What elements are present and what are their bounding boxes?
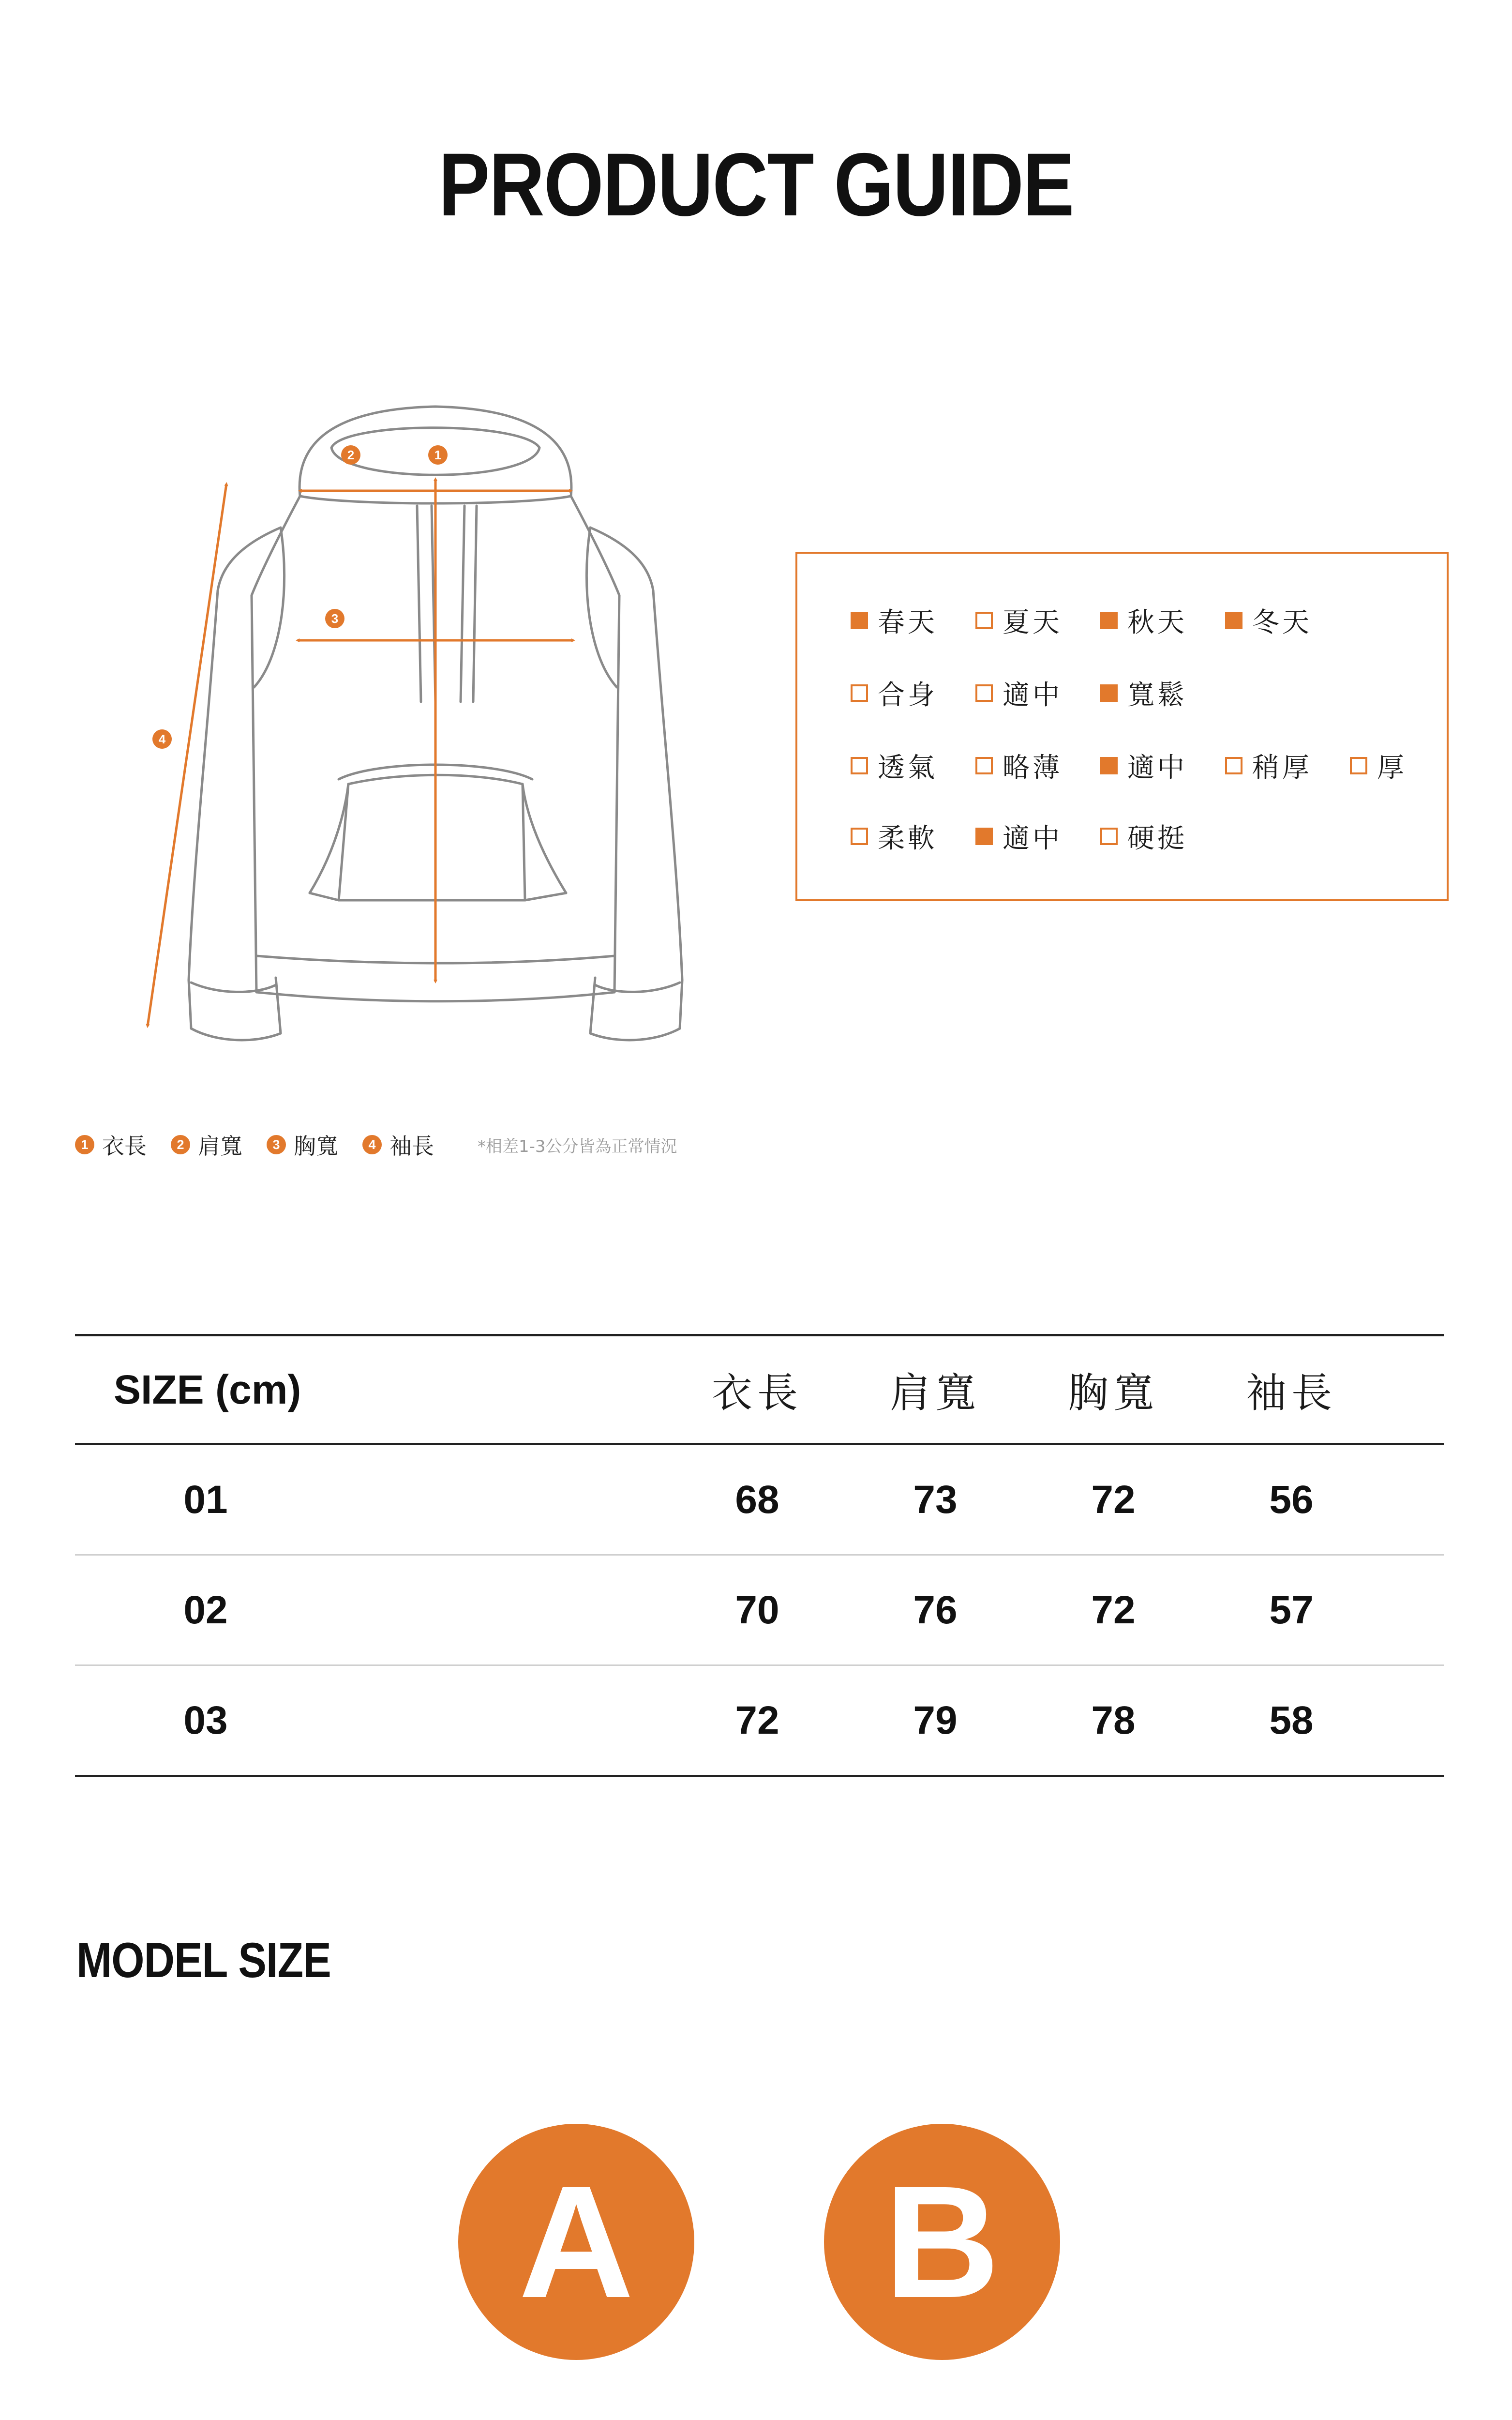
model-size-title: MODEL SIZE: [76, 1933, 331, 1988]
checkbox-unchecked: [1100, 828, 1118, 845]
feature-item: [1100, 817, 1225, 856]
table-header: [75, 1334, 1444, 1445]
checkbox-unchecked: [975, 757, 993, 774]
feature-item: [1350, 746, 1475, 785]
legend-item-length: [75, 1129, 147, 1161]
feature-label: 夏天: [1003, 607, 1063, 638]
feature-label: 適中: [1003, 823, 1063, 854]
table-cell: 70: [735, 1588, 779, 1632]
legend-label: 袖長: [389, 1133, 434, 1159]
checkbox-checked: [851, 612, 868, 629]
measurement-legend: [75, 1130, 677, 1159]
checkbox-unchecked: [1225, 757, 1243, 774]
hoodie-diagram: [135, 387, 735, 1065]
table-cell: 72: [735, 1698, 779, 1742]
svg-text:2: 2: [347, 448, 355, 462]
hoodie-illustration: [135, 387, 735, 1065]
table-cell: 57: [1269, 1588, 1314, 1632]
feature-checklist: [795, 552, 1449, 901]
legend-item-sleeve: [362, 1129, 434, 1161]
feature-label: 透氣: [878, 752, 938, 784]
feature-item: [975, 674, 1100, 712]
feature-item: [1100, 746, 1225, 785]
feature-label: 合身: [878, 680, 938, 711]
table-row: [75, 1556, 1444, 1666]
table-row: [75, 1445, 1444, 1556]
feature-item: [851, 674, 975, 712]
feature-label: 寬鬆: [1127, 680, 1187, 711]
legend-number: 4: [362, 1135, 382, 1154]
feature-item: [975, 746, 1100, 785]
legend-item-shoulder: [171, 1129, 242, 1161]
table-cell: 73: [913, 1477, 958, 1522]
feature-label: 略薄: [1003, 752, 1063, 784]
table-cell: 68: [735, 1477, 779, 1522]
feature-label: 柔軟: [878, 823, 938, 854]
feature-item: [1225, 746, 1350, 785]
size-header-label: SIZE (cm): [114, 1366, 301, 1412]
column-header: 肩寬: [889, 1369, 981, 1417]
feature-row-fit: [851, 674, 1225, 712]
size-table: [75, 1334, 1444, 1777]
legend-label: 衣長: [102, 1133, 147, 1159]
legend-label: 肩寬: [198, 1133, 242, 1159]
size-label: 01: [183, 1477, 228, 1522]
feature-item: [851, 817, 975, 856]
checkbox-unchecked: [975, 684, 993, 702]
legend-number: 3: [267, 1135, 286, 1154]
checkbox-unchecked: [851, 828, 868, 845]
marker-2: [341, 445, 360, 465]
legend-number: 1: [75, 1135, 94, 1154]
feature-row-season: [851, 601, 1350, 640]
checkbox-unchecked: [975, 612, 993, 629]
column-header: 袖長: [1245, 1369, 1337, 1417]
checkbox-unchecked: [851, 757, 868, 774]
marker-4: [152, 729, 172, 749]
checkbox-checked: [975, 828, 993, 845]
feature-label: 厚: [1377, 752, 1407, 784]
feature-label: 適中: [1003, 680, 1063, 711]
feature-item: [975, 817, 1100, 856]
marker-1: [428, 445, 448, 465]
feature-item: [851, 601, 975, 640]
feature-item: [851, 746, 975, 785]
checkbox-checked: [1100, 612, 1118, 629]
table-cell: 72: [1091, 1477, 1136, 1522]
svg-text:4: 4: [158, 732, 166, 746]
table-cell: 72: [1091, 1588, 1136, 1632]
size-label: 02: [183, 1588, 228, 1632]
checkbox-checked: [1100, 684, 1118, 702]
feature-item: [975, 601, 1100, 640]
feature-item: [1100, 601, 1225, 640]
checkbox-checked: [1100, 757, 1118, 774]
feature-item: [1225, 601, 1350, 640]
model-a-badge: A: [458, 2124, 694, 2360]
column-header: 衣長: [711, 1369, 803, 1417]
feature-label: 適中: [1127, 752, 1187, 784]
svg-text:3: 3: [331, 611, 339, 626]
checkbox-unchecked: [1350, 757, 1367, 774]
page-title: PRODUCT GUIDE: [438, 135, 1074, 235]
feature-label: 秋天: [1127, 607, 1187, 638]
table-row: [75, 1666, 1444, 1777]
svg-text:1: 1: [434, 448, 442, 462]
table-cell: 76: [913, 1588, 958, 1632]
table-cell: 56: [1269, 1477, 1314, 1522]
table-cell: 78: [1091, 1698, 1136, 1742]
legend-item-chest: [267, 1129, 338, 1161]
checkbox-checked: [1225, 612, 1243, 629]
checkbox-unchecked: [851, 684, 868, 702]
table-cell: 79: [913, 1698, 958, 1742]
model-b-badge: B: [824, 2124, 1060, 2360]
feature-label: 硬挺: [1127, 823, 1187, 854]
tolerance-note: *相差1-3公分皆為正常情況: [478, 1136, 677, 1156]
feature-item: [1100, 674, 1225, 712]
feature-label: 春天: [878, 607, 938, 638]
feature-row-thickness: [851, 746, 1475, 785]
feature-row-texture: [851, 817, 1225, 856]
table-cell: 58: [1269, 1698, 1314, 1742]
column-header: 胸寬: [1067, 1369, 1159, 1417]
legend-number: 2: [171, 1135, 190, 1154]
feature-label: 冬天: [1252, 607, 1312, 638]
marker-3: [325, 609, 344, 628]
legend-label: 胸寬: [294, 1133, 338, 1159]
feature-label: 稍厚: [1252, 752, 1312, 784]
size-label: 03: [183, 1698, 228, 1742]
